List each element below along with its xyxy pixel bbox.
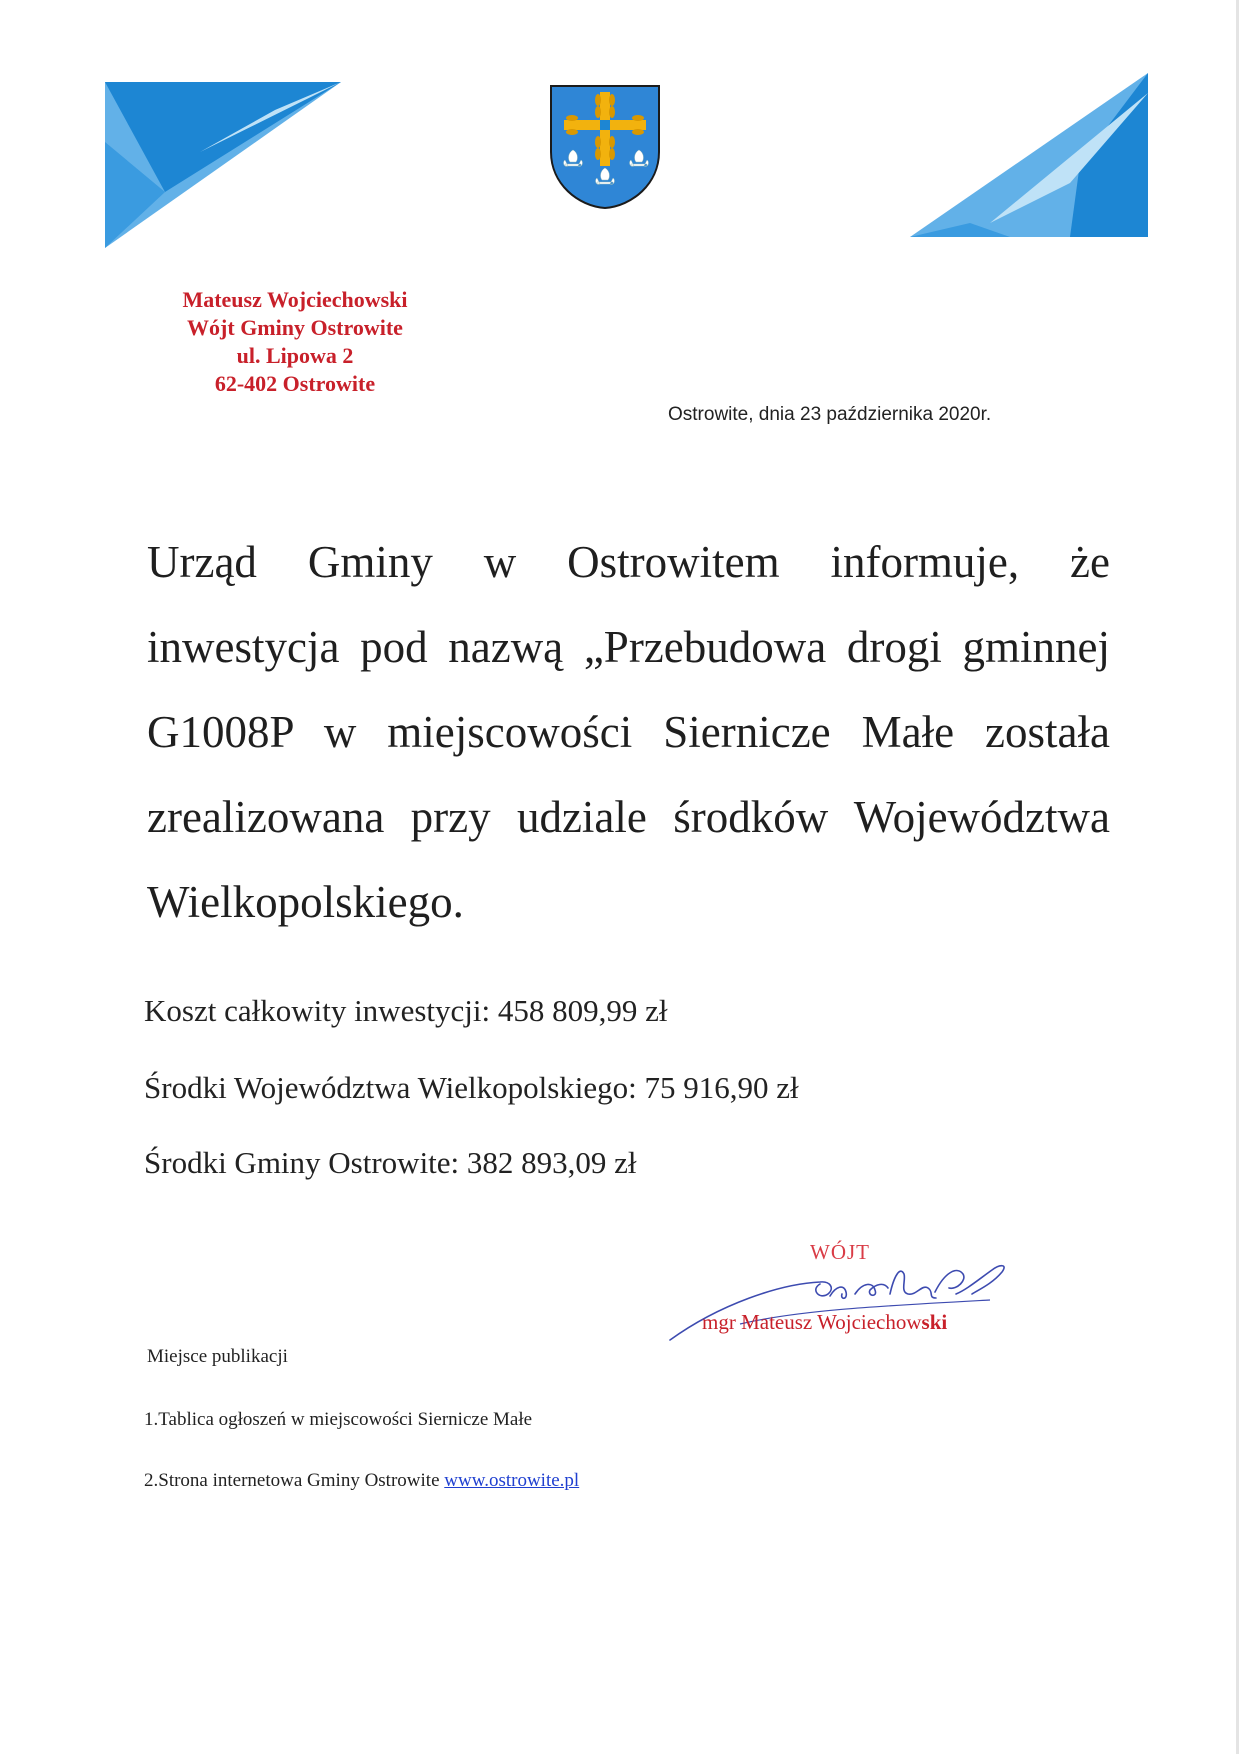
stamp-title: WÓJT [810, 1240, 870, 1264]
sender-title: Wójt Gminy Ostrowite [187, 315, 403, 340]
publication-heading: Miejsce publikacji [147, 1346, 288, 1367]
decor-left-icon [105, 82, 341, 248]
cost-municipality: Środki Gminy Ostrowite: 382 893,09 zł [144, 1145, 637, 1180]
stamp-name [702, 1310, 947, 1335]
stamp-name-prefix: mgr Mateusz Wo [702, 1310, 846, 1334]
sender-address [140, 286, 450, 398]
date-line: Ostrowite, dnia 23 października 2020r. [668, 404, 992, 425]
publication-item-1: 1.Tablica ogłoszeń w miejscowości Siernicze Małe [144, 1409, 533, 1430]
cost-total: Koszt całkowity inwestycji: 458 809,99 zł [144, 993, 668, 1028]
sender-name: Mateusz Wojciechowski [182, 287, 408, 312]
publication-item-2 [144, 1470, 579, 1492]
cost-voivodeship: Środki Województwa Wielkopolskiego: 75 916,90 zł [144, 1070, 799, 1105]
publication-item-2-text: 2.Strona internetowa Gminy Ostrowite [144, 1470, 445, 1491]
scan-edge [1236, 0, 1239, 1754]
sender-postal-city: 62-402 Ostrowite [214, 371, 376, 396]
sender-street: ul. Lipowa 2 [236, 343, 354, 368]
website-link[interactable]: www.ostrowite.pl [444, 1470, 580, 1491]
decor-right-icon [910, 73, 1148, 237]
stamp-name-middle: jciechow [845, 1310, 922, 1334]
coat-of-arms-icon [548, 84, 662, 210]
announcement-text: Urząd Gminy w Ostrowitem informuje, że inwestycja pod nazwą „Przebudowa drogi gminnej G1008P w miejscowości Siernicze Małe została zrealizowana przy udziale środków Województwa Wielkopolskiego. [147, 537, 1110, 927]
stamp-name-suffix: ski [921, 1310, 948, 1334]
signature-stamp [660, 1240, 1020, 1350]
